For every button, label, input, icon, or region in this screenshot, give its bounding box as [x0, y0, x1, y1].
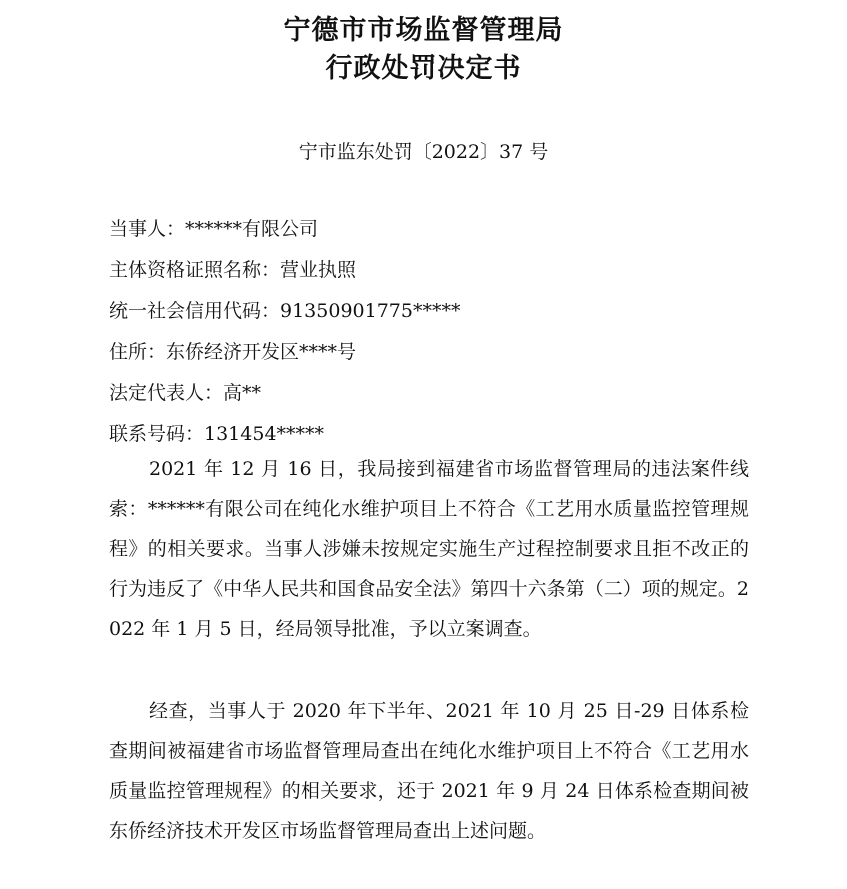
case-source-paragraph: 2021 年 12 月 16 日，我局接到福建省市场监督管理局的违法案件线索：******有限公司在纯化水维护项目上不符合《工艺用水质量监控管理规程》的相关要求。当事人涉嫌未按规定实施生产过程控制要求且拒不改正的行为违反了《中华人民共和国食品安全法》第四十六条第（二）项的规定。2022 年 1 月 5 日，经局领导批准，予以立案调查。 [109, 458, 749, 640]
license-name-field: 主体资格证照名称：营业执照 [109, 259, 357, 281]
party-field: 当事人：******有限公司 [109, 218, 319, 240]
legal-representative-field: 法定代表人：高** [109, 382, 262, 404]
address-field: 住所：东侨经济开发区****号 [109, 341, 357, 363]
phone-field: 联系号码：131454***** [109, 423, 325, 445]
document-number: 宁市监东处罚〔2022〕37 号 [298, 141, 549, 163]
document-title-line1: 宁德市市场监督管理局 [283, 15, 564, 46]
investigation-paragraph: 经查，当事人于 2020 年下半年、2021 年 10 月 25 日-29 日体系检查期间被福建省市场监督管理局查出在纯化水维护项目上不符合《工艺用水质量监控管理规程》的相关要求，还于 2021 年 9 月 24 日体系检查期间被东侨经济技术开发区市场监督管理局查出上述问题。 [109, 700, 749, 842]
document-title-line2: 行政处罚决定书 [325, 53, 522, 84]
credit-code-field: 统一社会信用代码：91350901775***** [109, 300, 461, 322]
